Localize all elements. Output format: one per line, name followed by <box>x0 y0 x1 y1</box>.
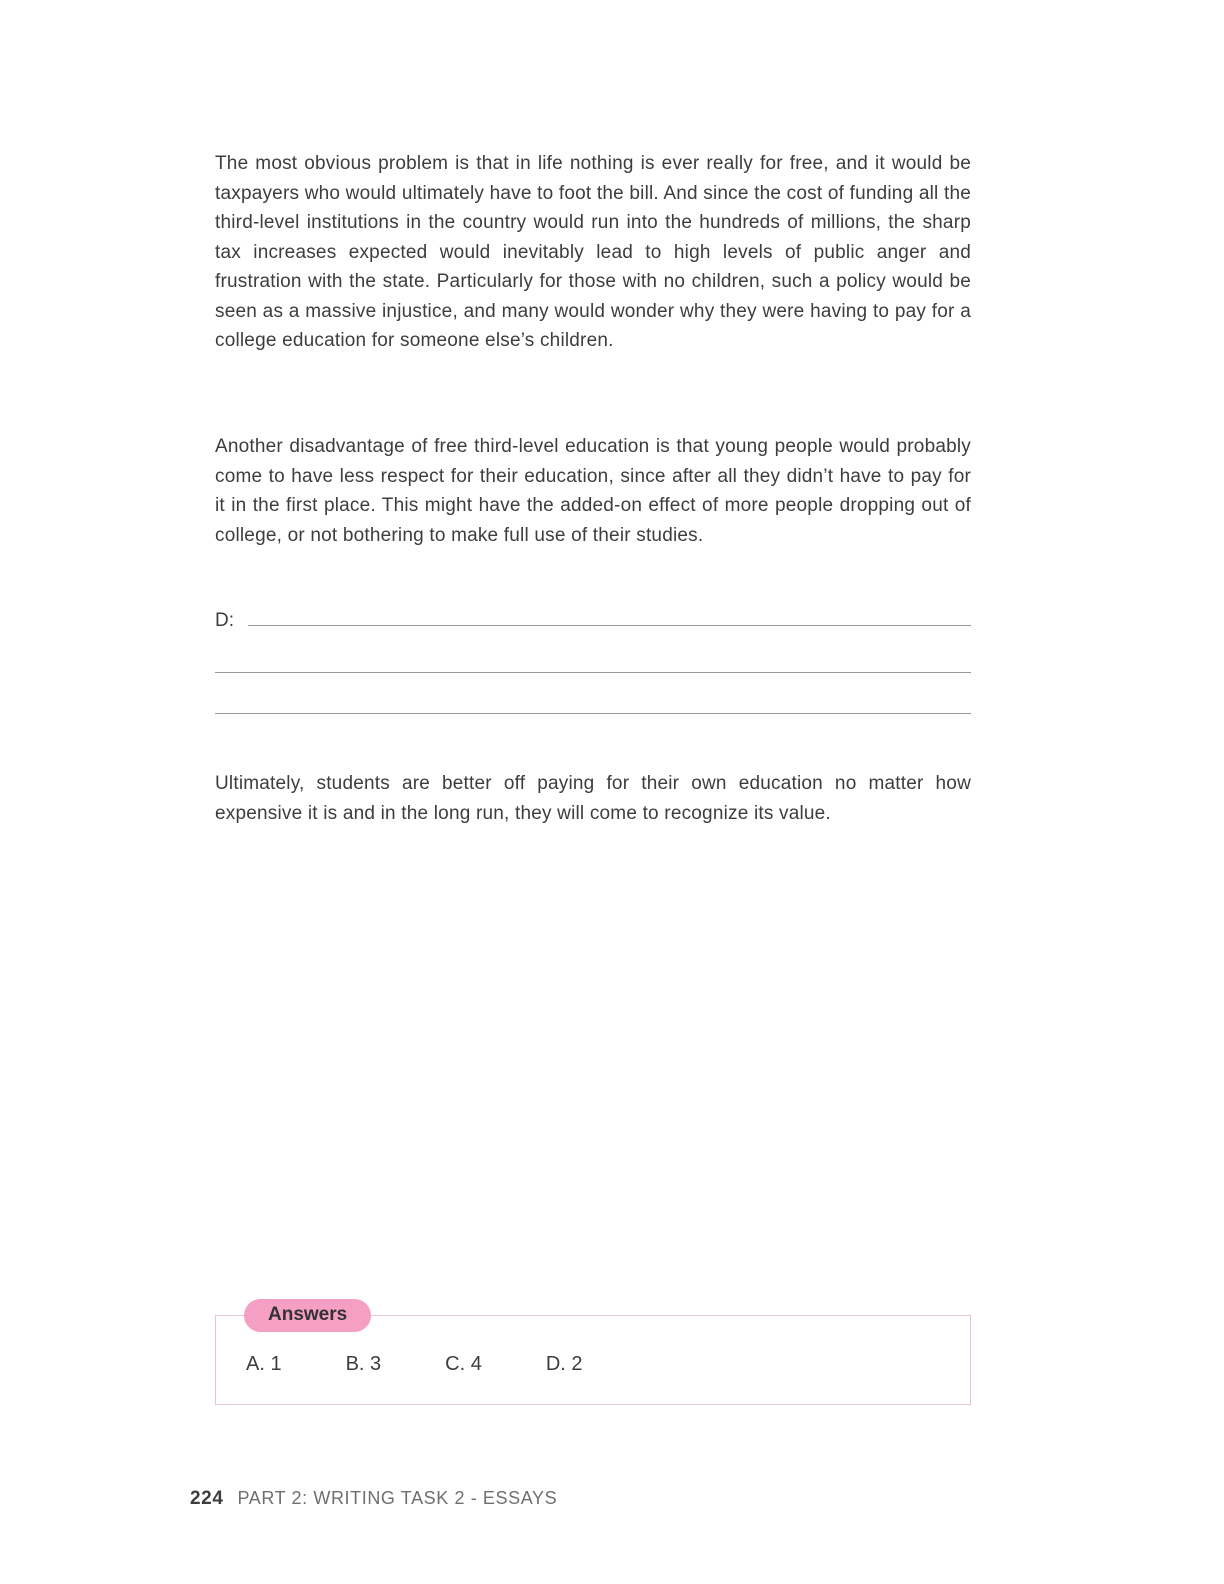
page-number: 224 <box>190 1488 224 1509</box>
answer-c: C. 4 <box>445 1353 482 1375</box>
fill-in-blank-line-2 <box>215 632 971 673</box>
paragraph-disadvantage: Another disadvantage of free third-level education is that young people would probably come to have less respect for their education, since after all they didn’t have to pay for it in the first place. This might have the added-on effect of more people dropping out of college, or not bothering to make full use of their studies. <box>215 436 971 546</box>
fill-in-blank-line-1 <box>248 600 971 626</box>
footer-section-title: PART 2: WRITING TASK 2 - ESSAYS <box>237 1488 558 1508</box>
paragraph-conclusion: Ultimately, students are better off paying for their own education no matter how expensive it is and in the long run, they will come to recognize its value. <box>215 773 971 824</box>
answer-a: A. 1 <box>246 1353 282 1375</box>
answers-title-badge: Answers <box>244 1299 371 1332</box>
fill-in-section <box>215 600 971 714</box>
fill-in-blank-line-3 <box>215 673 971 714</box>
page-footer <box>190 1488 557 1510</box>
answer-b: B. 3 <box>345 1353 382 1375</box>
answer-d: D. 2 <box>545 1353 583 1375</box>
fill-in-row-d <box>215 600 971 632</box>
answers-box <box>215 1304 971 1405</box>
fill-in-label-d: D: <box>215 610 234 631</box>
paragraph-problem: The most obvious problem is that in life nothing is ever really for free, and it would be taxpayers who would ultimately have to foot the bill. And since the cost of funding all the third-level institutions in the country would run into the hundreds of millions, the sharp tax increases expected would inevitably lead to high levels of public anger and frustration with the state. Particularly for those with no children, such a policy would be seen as a massive injustice, and many would wonder why they were having to pay for a college education for someone else’s children. <box>215 153 971 351</box>
